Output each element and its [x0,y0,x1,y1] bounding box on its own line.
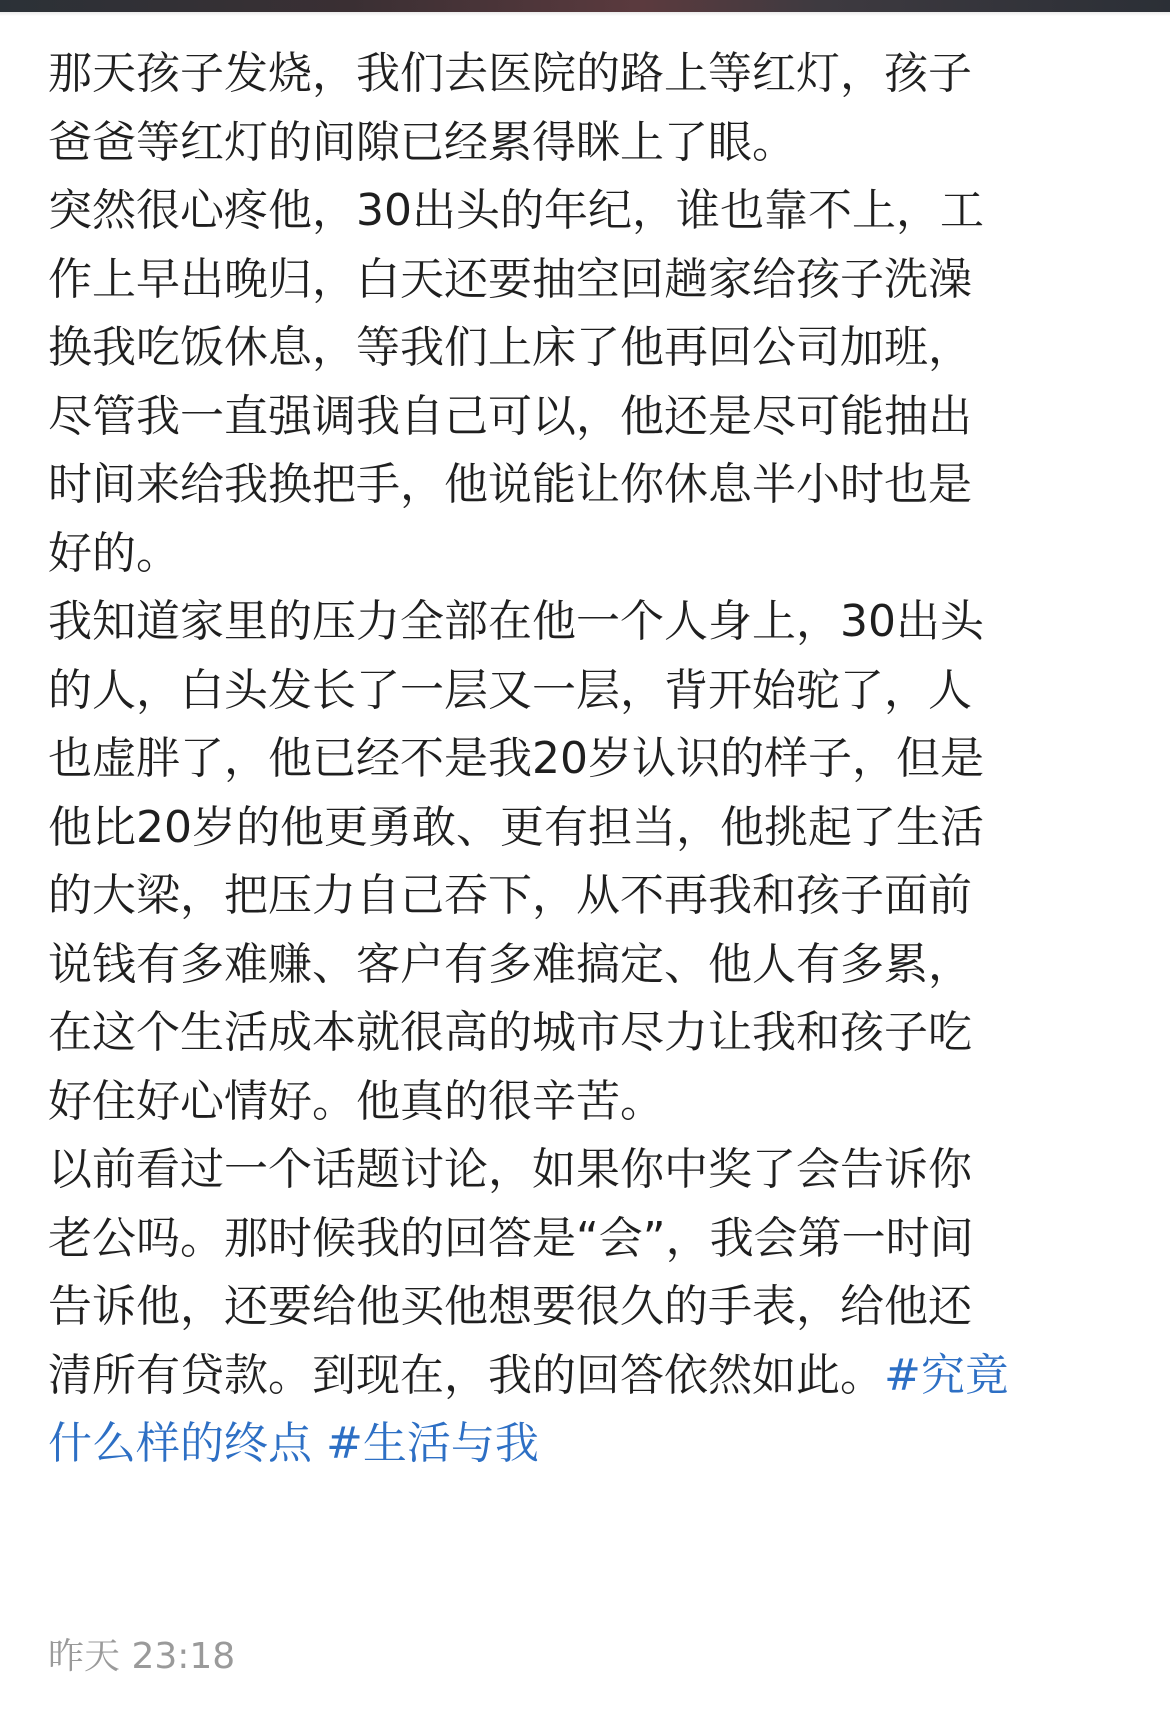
text-line: 换我吃饭休息，等我们上床了他再回公司加班， [48,322,972,373]
text-line: 作上早出晚归，白天还要抽空回趟家给孩子洗澡 [48,253,972,305]
text-segment: 清所有贷款。到现在，我的回答依然如此。 [48,1349,884,1401]
text-line: 那天孩子发烧，我们去医院的路上等红灯，孩子 [48,48,972,99]
top-image-edge [0,0,1170,12]
text-line: 爸爸等红灯的间隙已经累得眯上了眼。 [48,116,796,168]
paragraph-4 [48,1136,1128,1479]
text-line: 老公吗。那时候我的回答是“会”，我会第一时间 [48,1212,974,1264]
text-line: 突然很心疼他，30出头的年纪，谁也靠不上，工 [48,185,984,236]
text-line: 尽管我一直强调我自己可以，他还是尽可能抽出 [48,390,972,442]
hashtag-link-shenghuo-yu-wo[interactable]: #生活与我 [326,1418,539,1469]
text-line: 他比20岁的他更勇敢、更有担当，他挑起了生活 [48,801,984,853]
hashtag-line [48,1410,1128,1479]
post-timestamp: 昨天 23:18 [48,1636,236,1677]
text-line: 时间来给我换把手，他说能让你休息半小时也是 [48,459,972,510]
text-line: 好的。 [48,527,180,579]
paragraph-3 [48,588,1128,1136]
text-line: 好住好心情好。他真的很辛苦。 [48,1075,664,1127]
text-line: 说钱有多难赚、客户有多难搞定、他人有多累， [48,938,972,990]
paragraph-2 [48,177,1128,588]
post-body [48,40,1128,1479]
text-line-with-hashtag [48,1342,1128,1411]
text-line: 我知道家里的压力全部在他一个人身上，30出头 [48,596,984,647]
text-line: 的大梁，把压力自己吞下，从不再我和孩子面前 [48,870,972,921]
text-line: 在这个生活成本就很高的城市尽力让我和孩子吃 [48,1007,972,1058]
text-line: 也虚胖了，他已经不是我20岁认识的样子，但是 [48,733,984,784]
text-line: 告诉他，还要给他买他想要很久的手表，给他还 [48,1281,972,1332]
paragraph-1 [48,40,1128,177]
hashtag-link-jiujing-part2[interactable]: 什么样的终点 [48,1418,312,1469]
hashtag-link-jiujing-part1[interactable]: #究竟 [884,1349,1009,1401]
text-line: 的人，白头发长了一层又一层，背开始驼了，人 [48,664,972,716]
text-line: 以前看过一个话题讨论，如果你中奖了会告诉你 [48,1144,972,1195]
